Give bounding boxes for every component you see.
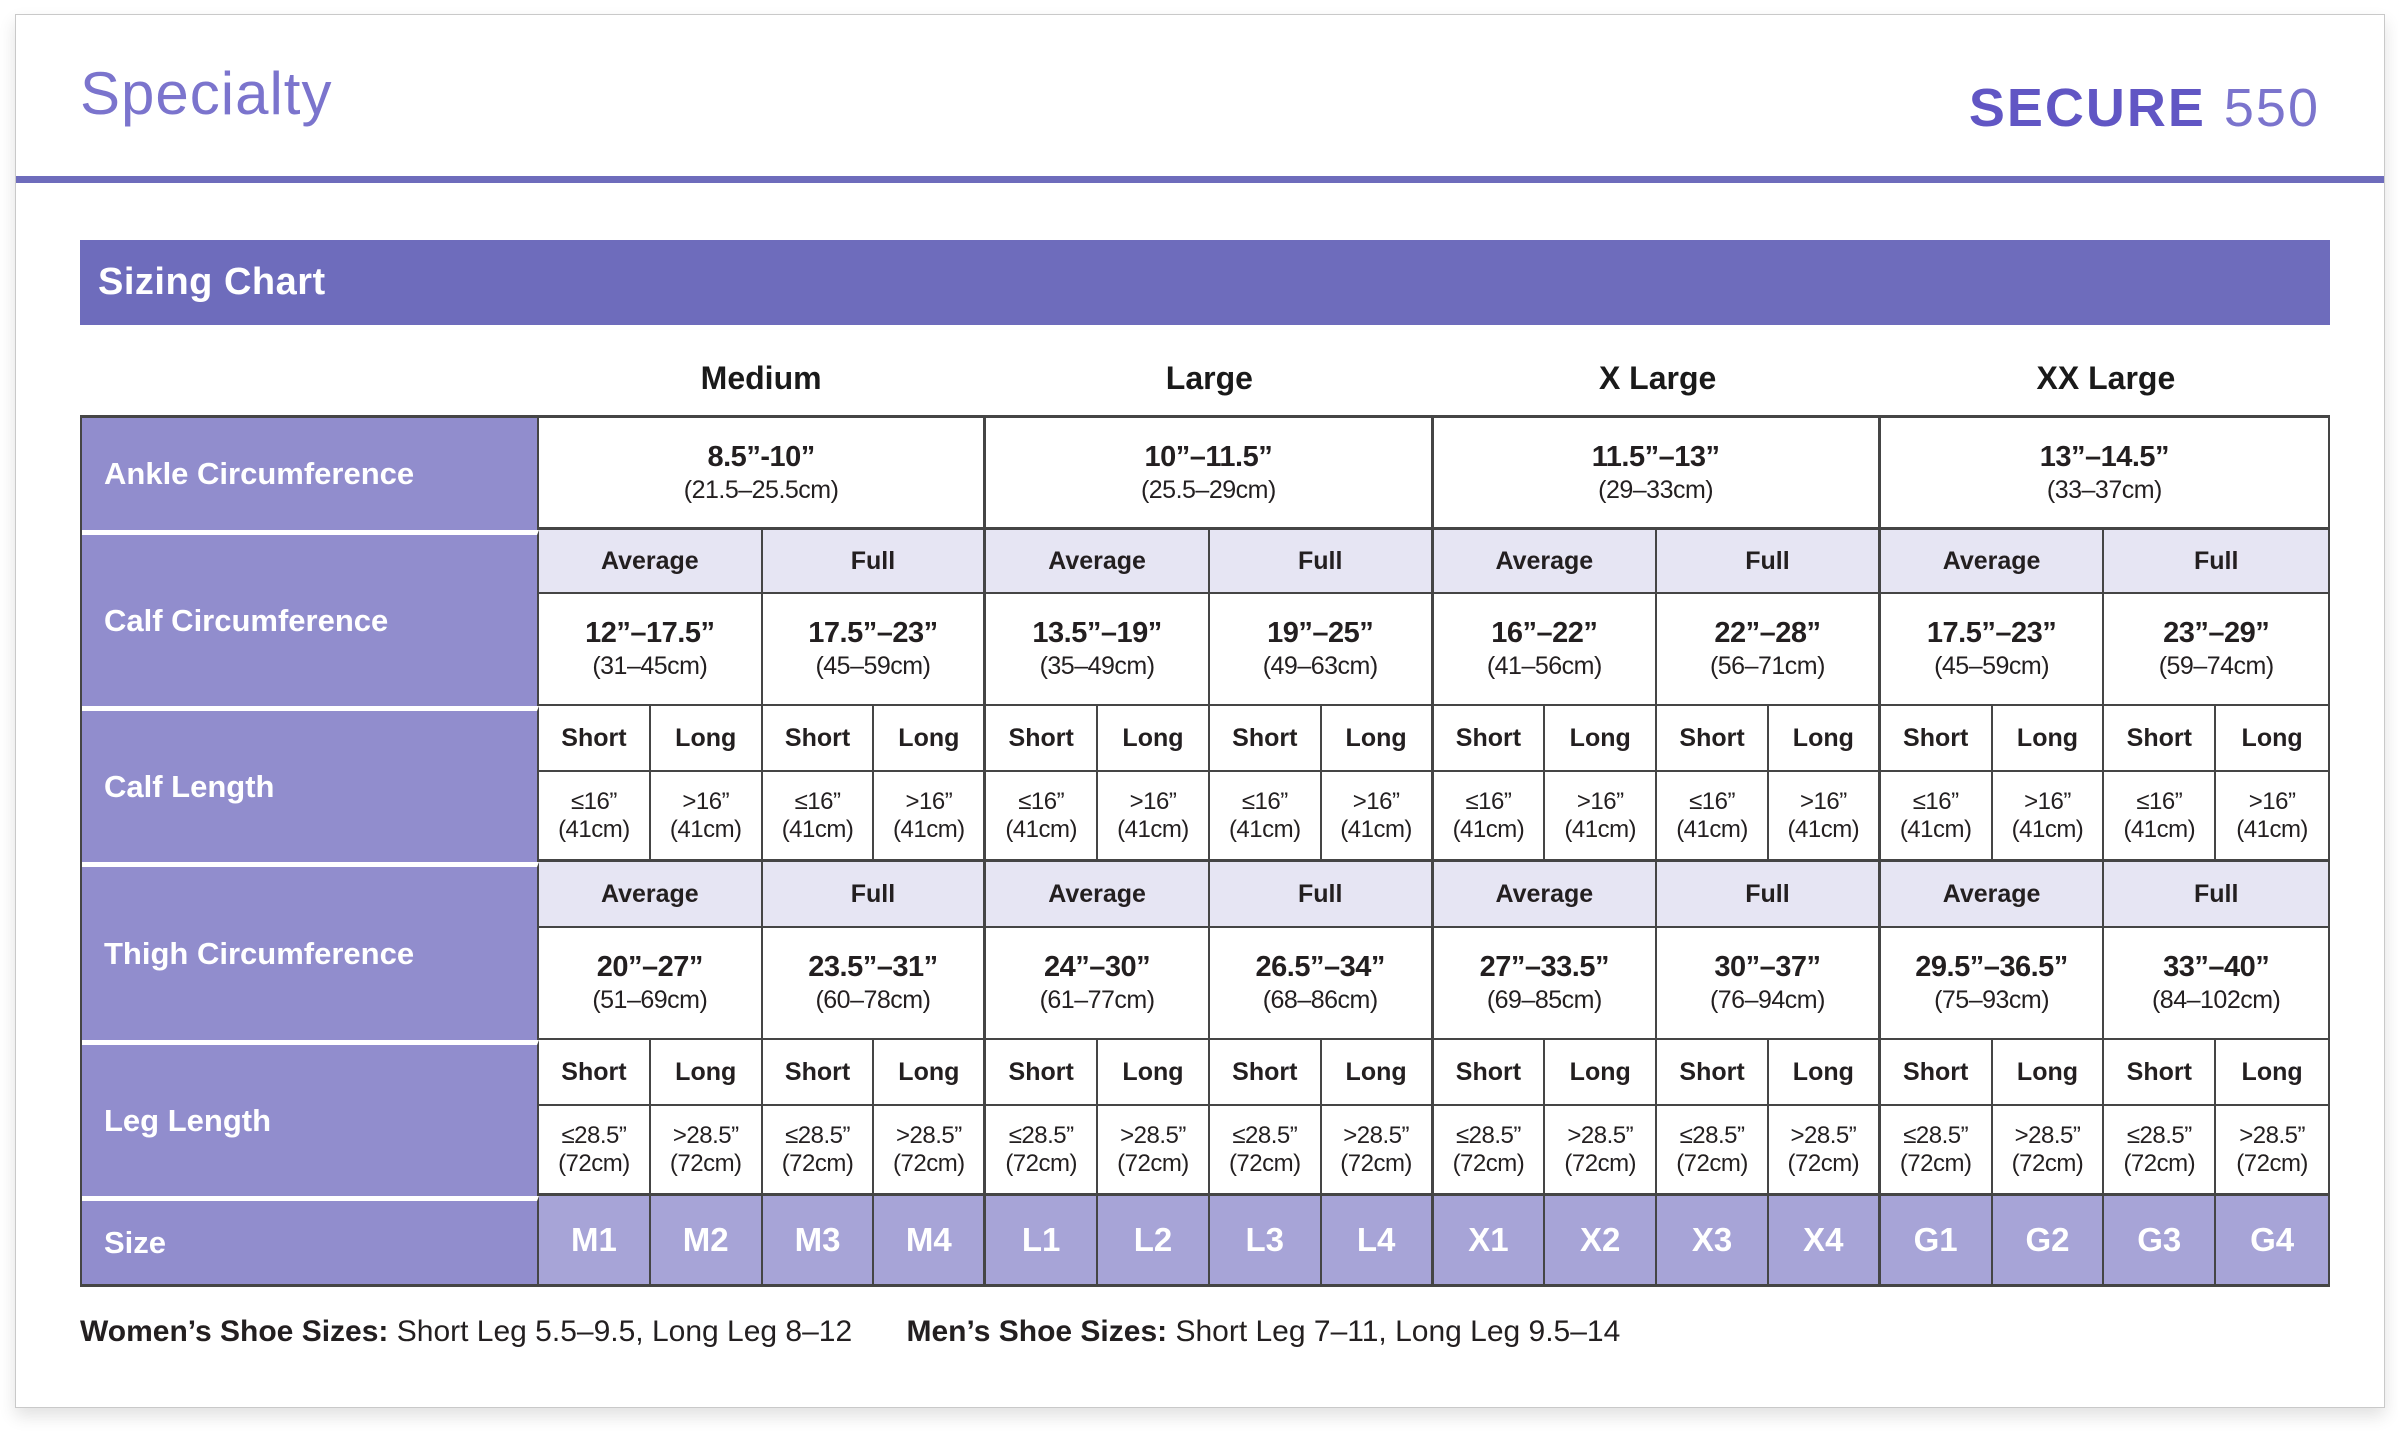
value-cm: (75–93cm) (1934, 986, 2050, 1015)
thigh-circumference-subheader-5: Full (1657, 862, 1881, 928)
calf-length-subheader-10: Short (1657, 706, 1769, 772)
value-inches: 8.5”-10” (707, 440, 815, 473)
leg-length-cell-15 (2216, 1106, 2328, 1196)
size-cell-L3: L3 (1210, 1196, 1322, 1284)
value-cm: (68–86cm) (1262, 986, 1378, 1015)
value-cm: (72cm) (558, 1149, 630, 1177)
calf-circumference-subheader-0: Average (539, 530, 763, 594)
value-inches: >28.5” (1120, 1122, 1186, 1149)
leg-length-cell-4 (986, 1106, 1098, 1196)
size-cell-M2: M2 (651, 1196, 763, 1284)
value-cm: (41cm) (1340, 815, 1412, 843)
value-cm: (41cm) (669, 815, 742, 843)
value-inches: 33”–40” (2163, 951, 2270, 984)
value-cm: (49–63cm) (1262, 652, 1378, 681)
row-label-leg-length: Leg Length (82, 1040, 539, 1196)
calf-length-cell-1 (651, 772, 763, 862)
size-cell-M4: M4 (874, 1196, 986, 1284)
value-inches: ≤16” (1912, 788, 1959, 815)
header-rule (16, 176, 2384, 183)
leg-length-subheader-14: Short (2104, 1040, 2216, 1106)
ankle-circumference-cell-1 (986, 418, 1433, 530)
leg-length-subheader-11: Long (1769, 1040, 1881, 1106)
value-inches: >16” (1576, 788, 1624, 815)
value-cm: (41cm) (2236, 815, 2308, 843)
calf-length-subheader-3: Long (874, 706, 986, 772)
value-cm: (69–85cm) (1486, 986, 1602, 1015)
value-inches: 23.5”–31” (808, 951, 938, 984)
leg-length-cell-13 (1993, 1106, 2105, 1196)
calf-length-cell-3 (874, 772, 986, 862)
size-cell-L1: L1 (986, 1196, 1098, 1284)
size-cell-G4: G4 (2216, 1196, 2328, 1284)
leg-length-cell-12 (1881, 1106, 1993, 1196)
leg-length-subheader-2: Short (763, 1040, 875, 1106)
sizing-chart-banner (80, 240, 2330, 325)
value-inches: >16” (2248, 788, 2296, 815)
thigh-circumference-subheader-2: Average (986, 862, 1210, 928)
page-title: Specialty (80, 60, 333, 127)
size-group-header-large: Large (1165, 359, 1253, 396)
calf-circumference-cell-4 (1434, 594, 1658, 706)
calf-circumference-cell-3 (1210, 594, 1434, 706)
leg-length-subheader-4: Short (986, 1040, 1098, 1106)
value-inches: 27”–33.5” (1479, 951, 1609, 984)
value-inches: 10”–11.5” (1144, 440, 1273, 473)
calf-length-subheader-1: Long (651, 706, 763, 772)
value-cm: (41cm) (781, 815, 854, 843)
thigh-circumference-cell-1 (763, 928, 987, 1040)
row-label-ankle-circumference: Ankle Circumference (82, 418, 539, 530)
size-cell-L4: L4 (1322, 1196, 1434, 1284)
value-cm: (72cm) (669, 1149, 742, 1177)
leg-length-cell-3 (874, 1106, 986, 1196)
row-label-calf-length: Calf Length (82, 706, 539, 862)
leg-length-subheader-9: Long (1545, 1040, 1657, 1106)
banner-title: Sizing Chart (98, 261, 326, 303)
value-cm: (25.5–29cm) (1140, 475, 1276, 504)
leg-length-cell-5 (1098, 1106, 1210, 1196)
leg-length-cell-14 (2104, 1106, 2216, 1196)
calf-length-cell-2 (763, 772, 875, 862)
calf-circumference-subheader-6: Average (1881, 530, 2105, 594)
leg-length-subheader-13: Long (1993, 1040, 2105, 1106)
leg-length-subheader-12: Short (1881, 1040, 1993, 1106)
value-inches: 13”–14.5” (2039, 440, 2170, 473)
size-cell-M3: M3 (763, 1196, 875, 1284)
value-inches: 19”–25” (1267, 617, 1374, 650)
leg-length-subheader-8: Short (1434, 1040, 1546, 1106)
value-inches: >28.5” (672, 1122, 739, 1149)
calf-circumference-cell-5 (1657, 594, 1881, 706)
thigh-circumference-subheader-4: Average (1434, 862, 1658, 928)
value-cm: (72cm) (2011, 1149, 2084, 1177)
value-cm: (72cm) (1452, 1149, 1525, 1177)
calf-length-cell-9 (1545, 772, 1657, 862)
value-inches: 30”–37” (1714, 951, 1821, 984)
value-inches: ≤28.5” (2126, 1122, 2192, 1149)
value-cm: (72cm) (1564, 1149, 1637, 1177)
value-cm: (72cm) (1228, 1149, 1301, 1177)
leg-length-cell-6 (1210, 1106, 1322, 1196)
leg-length-subheader-10: Short (1657, 1040, 1769, 1106)
calf-circumference-subheader-4: Average (1434, 530, 1658, 594)
women-shoe-sizes-label: Women’s Shoe Sizes: (80, 1315, 389, 1348)
value-cm: (72cm) (1787, 1149, 1860, 1177)
calf-circumference-subheader-3: Full (1210, 530, 1434, 594)
value-inches: >28.5” (1343, 1122, 1409, 1149)
value-cm: (61–77cm) (1039, 986, 1155, 1015)
value-cm: (31–45cm) (592, 652, 708, 681)
value-cm: (41cm) (558, 815, 630, 843)
ankle-circumference-cell-2 (1434, 418, 1881, 530)
calf-length-subheader-14: Short (2104, 706, 2216, 772)
calf-circumference-subheader-7: Full (2104, 530, 2328, 594)
calf-length-subheader-6: Short (1210, 706, 1322, 772)
calf-length-cell-8 (1434, 772, 1546, 862)
thigh-circumference-cell-2 (986, 928, 1210, 1040)
value-inches: ≤16” (1465, 788, 1512, 815)
value-inches: 29.5”–36.5” (1915, 951, 2068, 984)
thigh-circumference-cell-5 (1657, 928, 1881, 1040)
leg-length-cell-10 (1657, 1106, 1769, 1196)
thigh-circumference-cell-7 (2104, 928, 2328, 1040)
row-label-calf-circumference: Calf Circumference (82, 530, 539, 706)
size-cell-L2: L2 (1098, 1196, 1210, 1284)
calf-length-cell-7 (1322, 772, 1434, 862)
value-inches: 17.5”–23” (808, 617, 938, 650)
leg-length-subheader-5: Long (1098, 1040, 1210, 1106)
value-inches: 12”–17.5” (585, 617, 715, 650)
value-inches: ≤28.5” (1455, 1122, 1521, 1149)
calf-circumference-cell-7 (2104, 594, 2328, 706)
value-inches: ≤28.5” (1232, 1122, 1298, 1149)
calf-length-cell-5 (1098, 772, 1210, 862)
value-inches: >28.5” (1567, 1122, 1634, 1149)
leg-length-cell-9 (1545, 1106, 1657, 1196)
value-inches: 11.5”–13” (1591, 440, 1720, 473)
value-inches: ≤28.5” (1903, 1122, 1969, 1149)
size-cell-G3: G3 (2104, 1196, 2216, 1284)
value-inches: 20”–27” (596, 951, 703, 984)
brand-lockup (1969, 77, 2320, 139)
value-inches: >28.5” (2014, 1122, 2081, 1149)
value-cm: (35–49cm) (1039, 652, 1155, 681)
size-cell-X1: X1 (1434, 1196, 1546, 1284)
calf-circumference-subheader-2: Average (986, 530, 1210, 594)
men-shoe-sizes-label: Men’s Shoe Sizes: (906, 1315, 1168, 1348)
value-cm: (72cm) (1899, 1149, 1972, 1177)
value-cm: (72cm) (1005, 1149, 1077, 1177)
leg-length-cell-7 (1322, 1106, 1434, 1196)
leg-length-subheader-1: Long (651, 1040, 763, 1106)
calf-length-cell-10 (1657, 772, 1769, 862)
value-cm: (72cm) (1340, 1149, 1412, 1177)
thigh-circumference-subheader-6: Average (1881, 862, 2105, 928)
calf-length-subheader-7: Long (1322, 706, 1434, 772)
value-cm: (41cm) (1228, 815, 1301, 843)
size-group-header-medium: Medium (700, 359, 822, 396)
men-shoe-sizes-text: Short Leg 7–11, Long Leg 9.5–14 (1167, 1315, 1621, 1348)
thigh-circumference-subheader-1: Full (763, 862, 987, 928)
leg-length-cell-2 (763, 1106, 875, 1196)
calf-length-cell-13 (1993, 772, 2105, 862)
value-cm: (60–78cm) (815, 986, 931, 1015)
value-inches: >28.5” (2239, 1122, 2305, 1149)
value-inches: ≤16” (2136, 788, 2183, 815)
calf-length-cell-11 (1769, 772, 1881, 862)
brand-name: SECURE (1968, 78, 2206, 138)
value-cm: (41cm) (1117, 815, 1189, 843)
leg-length-subheader-3: Long (874, 1040, 986, 1106)
value-cm: (41cm) (1787, 815, 1860, 843)
value-cm: (76–94cm) (1709, 986, 1825, 1015)
size-cell-X2: X2 (1545, 1196, 1657, 1284)
size-cell-G2: G2 (1993, 1196, 2105, 1284)
leg-length-cell-1 (651, 1106, 763, 1196)
value-cm: (29–33cm) (1598, 475, 1714, 504)
row-label-size: Size (82, 1196, 539, 1284)
value-cm: (45–59cm) (815, 652, 931, 681)
value-inches: ≤16” (1689, 788, 1735, 815)
value-cm: (51–69cm) (592, 986, 708, 1015)
leg-length-cell-0 (539, 1106, 651, 1196)
leg-length-subheader-7: Long (1322, 1040, 1434, 1106)
thigh-circumference-cell-0 (539, 928, 763, 1040)
value-cm: (84–102cm) (2151, 986, 2281, 1015)
value-cm: (41cm) (893, 815, 965, 843)
value-inches: ≤16” (570, 788, 617, 815)
value-cm: (56–71cm) (1709, 652, 1825, 681)
value-inches: 22”–28” (1714, 617, 1821, 650)
calf-circumference-subheader-5: Full (1657, 530, 1881, 594)
calf-length-cell-4 (986, 772, 1098, 862)
value-inches: ≤28.5” (785, 1122, 850, 1149)
calf-circumference-cell-2 (986, 594, 1210, 706)
calf-length-cell-0 (539, 772, 651, 862)
leg-length-subheader-15: Long (2216, 1040, 2328, 1106)
value-inches: >16” (2024, 788, 2071, 815)
size-cell-M1: M1 (539, 1196, 651, 1284)
sizing-table (80, 415, 2330, 1287)
calf-length-subheader-5: Long (1098, 706, 1210, 772)
brand-model: 550 (2223, 78, 2320, 138)
calf-length-subheader-0: Short (539, 706, 651, 772)
value-cm: (41cm) (1005, 815, 1077, 843)
leg-length-subheader-0: Short (539, 1040, 651, 1106)
thigh-circumference-cell-3 (1210, 928, 1434, 1040)
value-cm: (41cm) (1676, 815, 1748, 843)
calf-circumference-subheader-1: Full (763, 530, 987, 594)
calf-length-cell-6 (1210, 772, 1322, 862)
value-cm: (21.5–25.5cm) (683, 475, 839, 504)
calf-length-subheader-8: Short (1434, 706, 1546, 772)
size-group-headers (80, 345, 2330, 411)
value-cm: (41cm) (1899, 815, 1972, 843)
calf-length-subheader-15: Long (2216, 706, 2328, 772)
leg-length-subheader-6: Short (1210, 1040, 1322, 1106)
size-cell-X3: X3 (1657, 1196, 1769, 1284)
value-inches: 23”–29” (2163, 617, 2270, 650)
thigh-circumference-subheader-3: Full (1210, 862, 1434, 928)
value-cm: (72cm) (1676, 1149, 1748, 1177)
women-shoe-sizes (80, 1315, 852, 1348)
value-cm: (72cm) (781, 1149, 854, 1177)
value-cm: (41cm) (1452, 815, 1525, 843)
value-cm: (72cm) (2123, 1149, 2196, 1177)
thigh-circumference-subheader-0: Average (539, 862, 763, 928)
value-cm: (45–59cm) (1934, 652, 2050, 681)
value-inches: >28.5” (1790, 1122, 1857, 1149)
calf-length-subheader-13: Long (1993, 706, 2105, 772)
value-inches: ≤28.5” (1008, 1122, 1074, 1149)
value-inches: ≤28.5” (561, 1122, 627, 1149)
leg-length-cell-8 (1434, 1106, 1546, 1196)
women-shoe-sizes-text: Short Leg 5.5–9.5, Long Leg 8–12 (388, 1315, 853, 1348)
calf-length-subheader-2: Short (763, 706, 875, 772)
value-inches: >28.5” (895, 1122, 962, 1149)
calf-length-subheader-12: Short (1881, 706, 1993, 772)
ankle-circumference-cell-3 (1881, 418, 2328, 530)
thigh-circumference-cell-4 (1434, 928, 1658, 1040)
size-group-header-x-large: X Large (1598, 359, 1717, 396)
calf-circumference-cell-6 (1881, 594, 2105, 706)
calf-length-cell-15 (2216, 772, 2328, 862)
value-inches: >16” (1129, 788, 1177, 815)
value-cm: (41cm) (2011, 815, 2084, 843)
value-cm: (33–37cm) (2046, 475, 2162, 504)
size-group-header-xx-large: XX Large (2036, 359, 2176, 396)
value-inches: 24”–30” (1043, 951, 1151, 984)
value-inches: 26.5”–34” (1255, 951, 1385, 984)
value-cm: (72cm) (1117, 1149, 1189, 1177)
calf-length-subheader-4: Short (986, 706, 1098, 772)
calf-circumference-cell-1 (763, 594, 987, 706)
value-inches: >16” (1799, 788, 1847, 815)
ankle-circumference-cell-0 (539, 418, 986, 530)
value-cm: (41cm) (2123, 815, 2196, 843)
row-label-thigh-circumference: Thigh Circumference (82, 862, 539, 1040)
size-cell-G1: G1 (1881, 1196, 1993, 1284)
page-card (15, 14, 2385, 1408)
calf-circumference-cell-0 (539, 594, 763, 706)
value-inches: ≤16” (794, 788, 841, 815)
thigh-circumference-subheader-7: Full (2104, 862, 2328, 928)
value-inches: 16”–22” (1491, 617, 1598, 650)
value-inches: >16” (682, 788, 730, 815)
value-inches: ≤28.5” (1679, 1122, 1745, 1149)
calf-length-subheader-9: Long (1545, 706, 1657, 772)
value-inches: 17.5”–23” (1926, 617, 2057, 650)
value-cm: (59–74cm) (2158, 652, 2274, 681)
value-inches: >16” (905, 788, 953, 815)
calf-length-cell-14 (2104, 772, 2216, 862)
value-cm: (72cm) (893, 1149, 965, 1177)
value-inches: ≤16” (1241, 788, 1288, 815)
value-cm: (72cm) (2236, 1149, 2308, 1177)
size-cell-X4: X4 (1769, 1196, 1881, 1284)
calf-length-cell-12 (1881, 772, 1993, 862)
calf-length-subheader-11: Long (1769, 706, 1881, 772)
value-cm: (41cm) (1564, 815, 1637, 843)
value-inches: >16” (1352, 788, 1400, 815)
thigh-circumference-cell-6 (1881, 928, 2105, 1040)
value-inches: ≤16” (1018, 788, 1065, 815)
men-shoe-sizes (907, 1315, 1621, 1348)
value-inches: 13.5”–19” (1032, 617, 1162, 650)
footer-note (80, 1315, 1620, 1349)
leg-length-cell-11 (1769, 1106, 1881, 1196)
value-cm: (41–56cm) (1486, 652, 1602, 681)
